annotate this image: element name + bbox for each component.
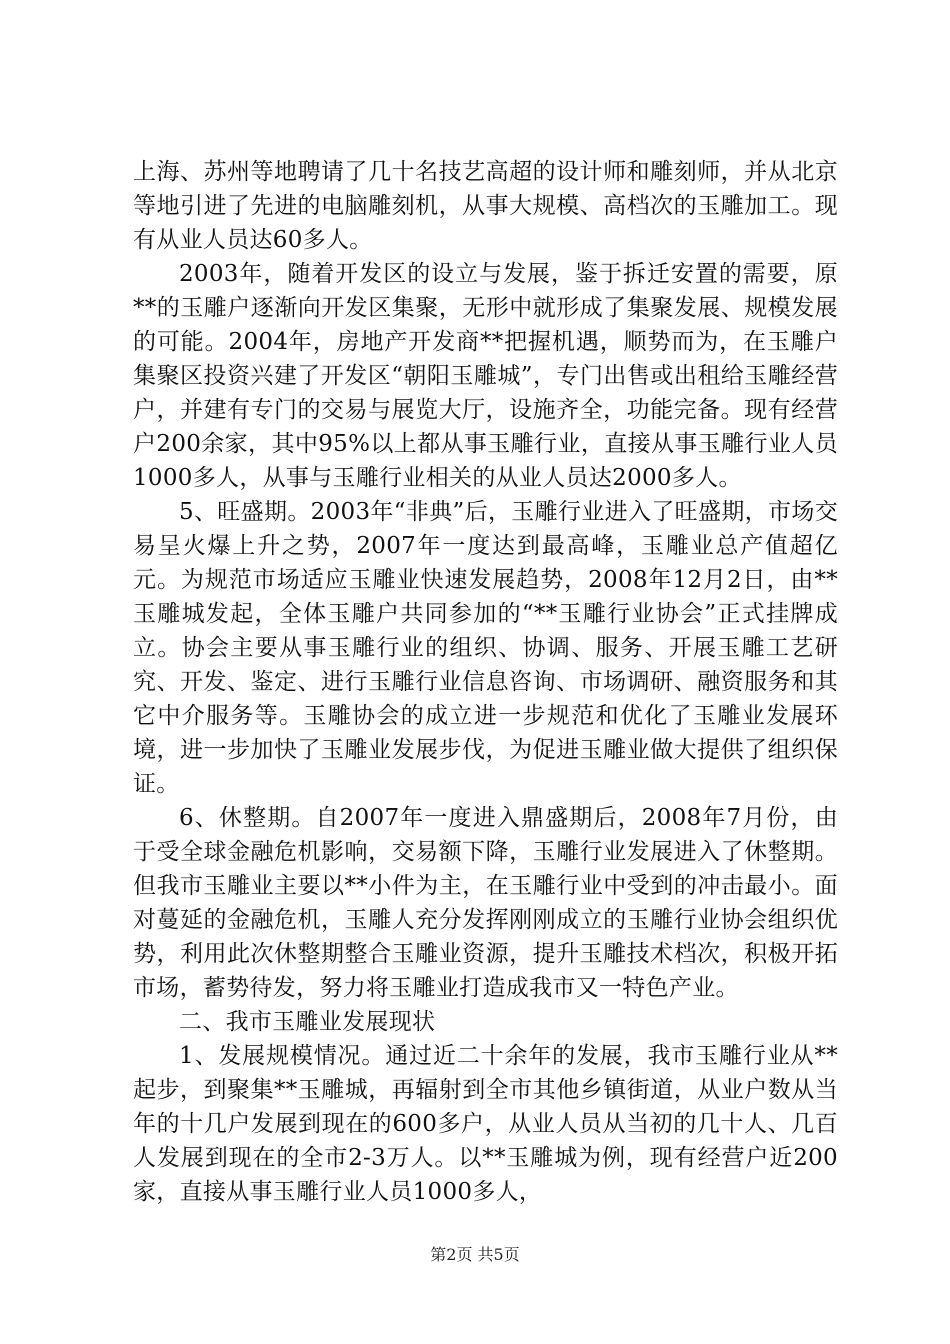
section-heading: 二、我市玉雕业发展现状 (179, 1009, 436, 1035)
paragraph-4: 6、休整期。自2007年一度进入鼎盛期后，2008年7月份，由于受全球金融危机影响，交易额下降，玉雕行业发展进入了休整期。但我市玉雕业主要以**小件为主，在玉雕行业中受到的冲击最小。面对蔓延的金融危机，玉雕人充分发挥刚刚成立的玉雕行业协会组织优势，利用此次休整期整合玉雕业资源，提升玉雕技术档次，积极开拓市场，蓄势待发，努力将玉雕业打造成我市又一特色产业。 (133, 805, 838, 1001)
document-body (133, 155, 838, 1209)
page-number-footer: 第2页 共5页 (430, 1245, 520, 1264)
paragraph-3: 5、旺盛期。2003年“非典”后，玉雕行业进入了旺盛期，市场交易呈火爆上升之势，2007年一度达到最高峰，玉雕业总产值超亿元。为规范市场适应玉雕业快速发展趋势，2008年12月2日，由**玉雕城发起，全体玉雕户共同参加的“**玉雕行业协会”正式挂牌成立。协会主要从事玉雕行业的组织、协调、服务、开展玉雕工艺研究、开发、鉴定、进行玉雕行业信息咨询、市场调研、融资服务和其它中介服务等。玉雕协会的成立进一步规范和优化了玉雕业发展环境，进一步加快了玉雕业发展步伐，为促进玉雕业做大提供了组织保证。 (133, 499, 838, 797)
paragraph-2: 2003年，随着开发区的设立与发展，鉴于拆迁安置的需要，原**的玉雕户逐渐向开发区集聚，无形中就形成了集聚发展、规模发展的可能。2004年，房地产开发商**把握机遇，顺势而为，在玉雕户集聚区投资兴建了开发区“朝阳玉雕城”，专门出售或出租给玉雕经营户，并建有专门的交易与展览大厅，设施齐全，功能完备。现有经营户200余家，其中95%以上都从事玉雕行业，直接从事玉雕行业人员1000多人，从事与玉雕行业相关的从业人员达2000多人。 (133, 261, 838, 491)
paragraph-5: 1、发展规模情况。通过近二十余年的发展，我市玉雕行业从**起步，到聚集**玉雕城，再辐射到全市其他乡镇街道，从业户数从当年的十几户发展到现在的600多户，从业人员从当初的几十人、几百人发展到现在的全市2-3万人。以**玉雕城为例，现有经营户近200家，直接从事玉雕行业人员1000多人， (133, 1043, 838, 1205)
paragraph-1: 上海、苏州等地聘请了几十名技艺高超的设计师和雕刻师，并从北京等地引进了先进的电脑雕刻机，从事大规模、高档次的玉雕加工。现有从业人员达60多人。 (133, 159, 838, 253)
